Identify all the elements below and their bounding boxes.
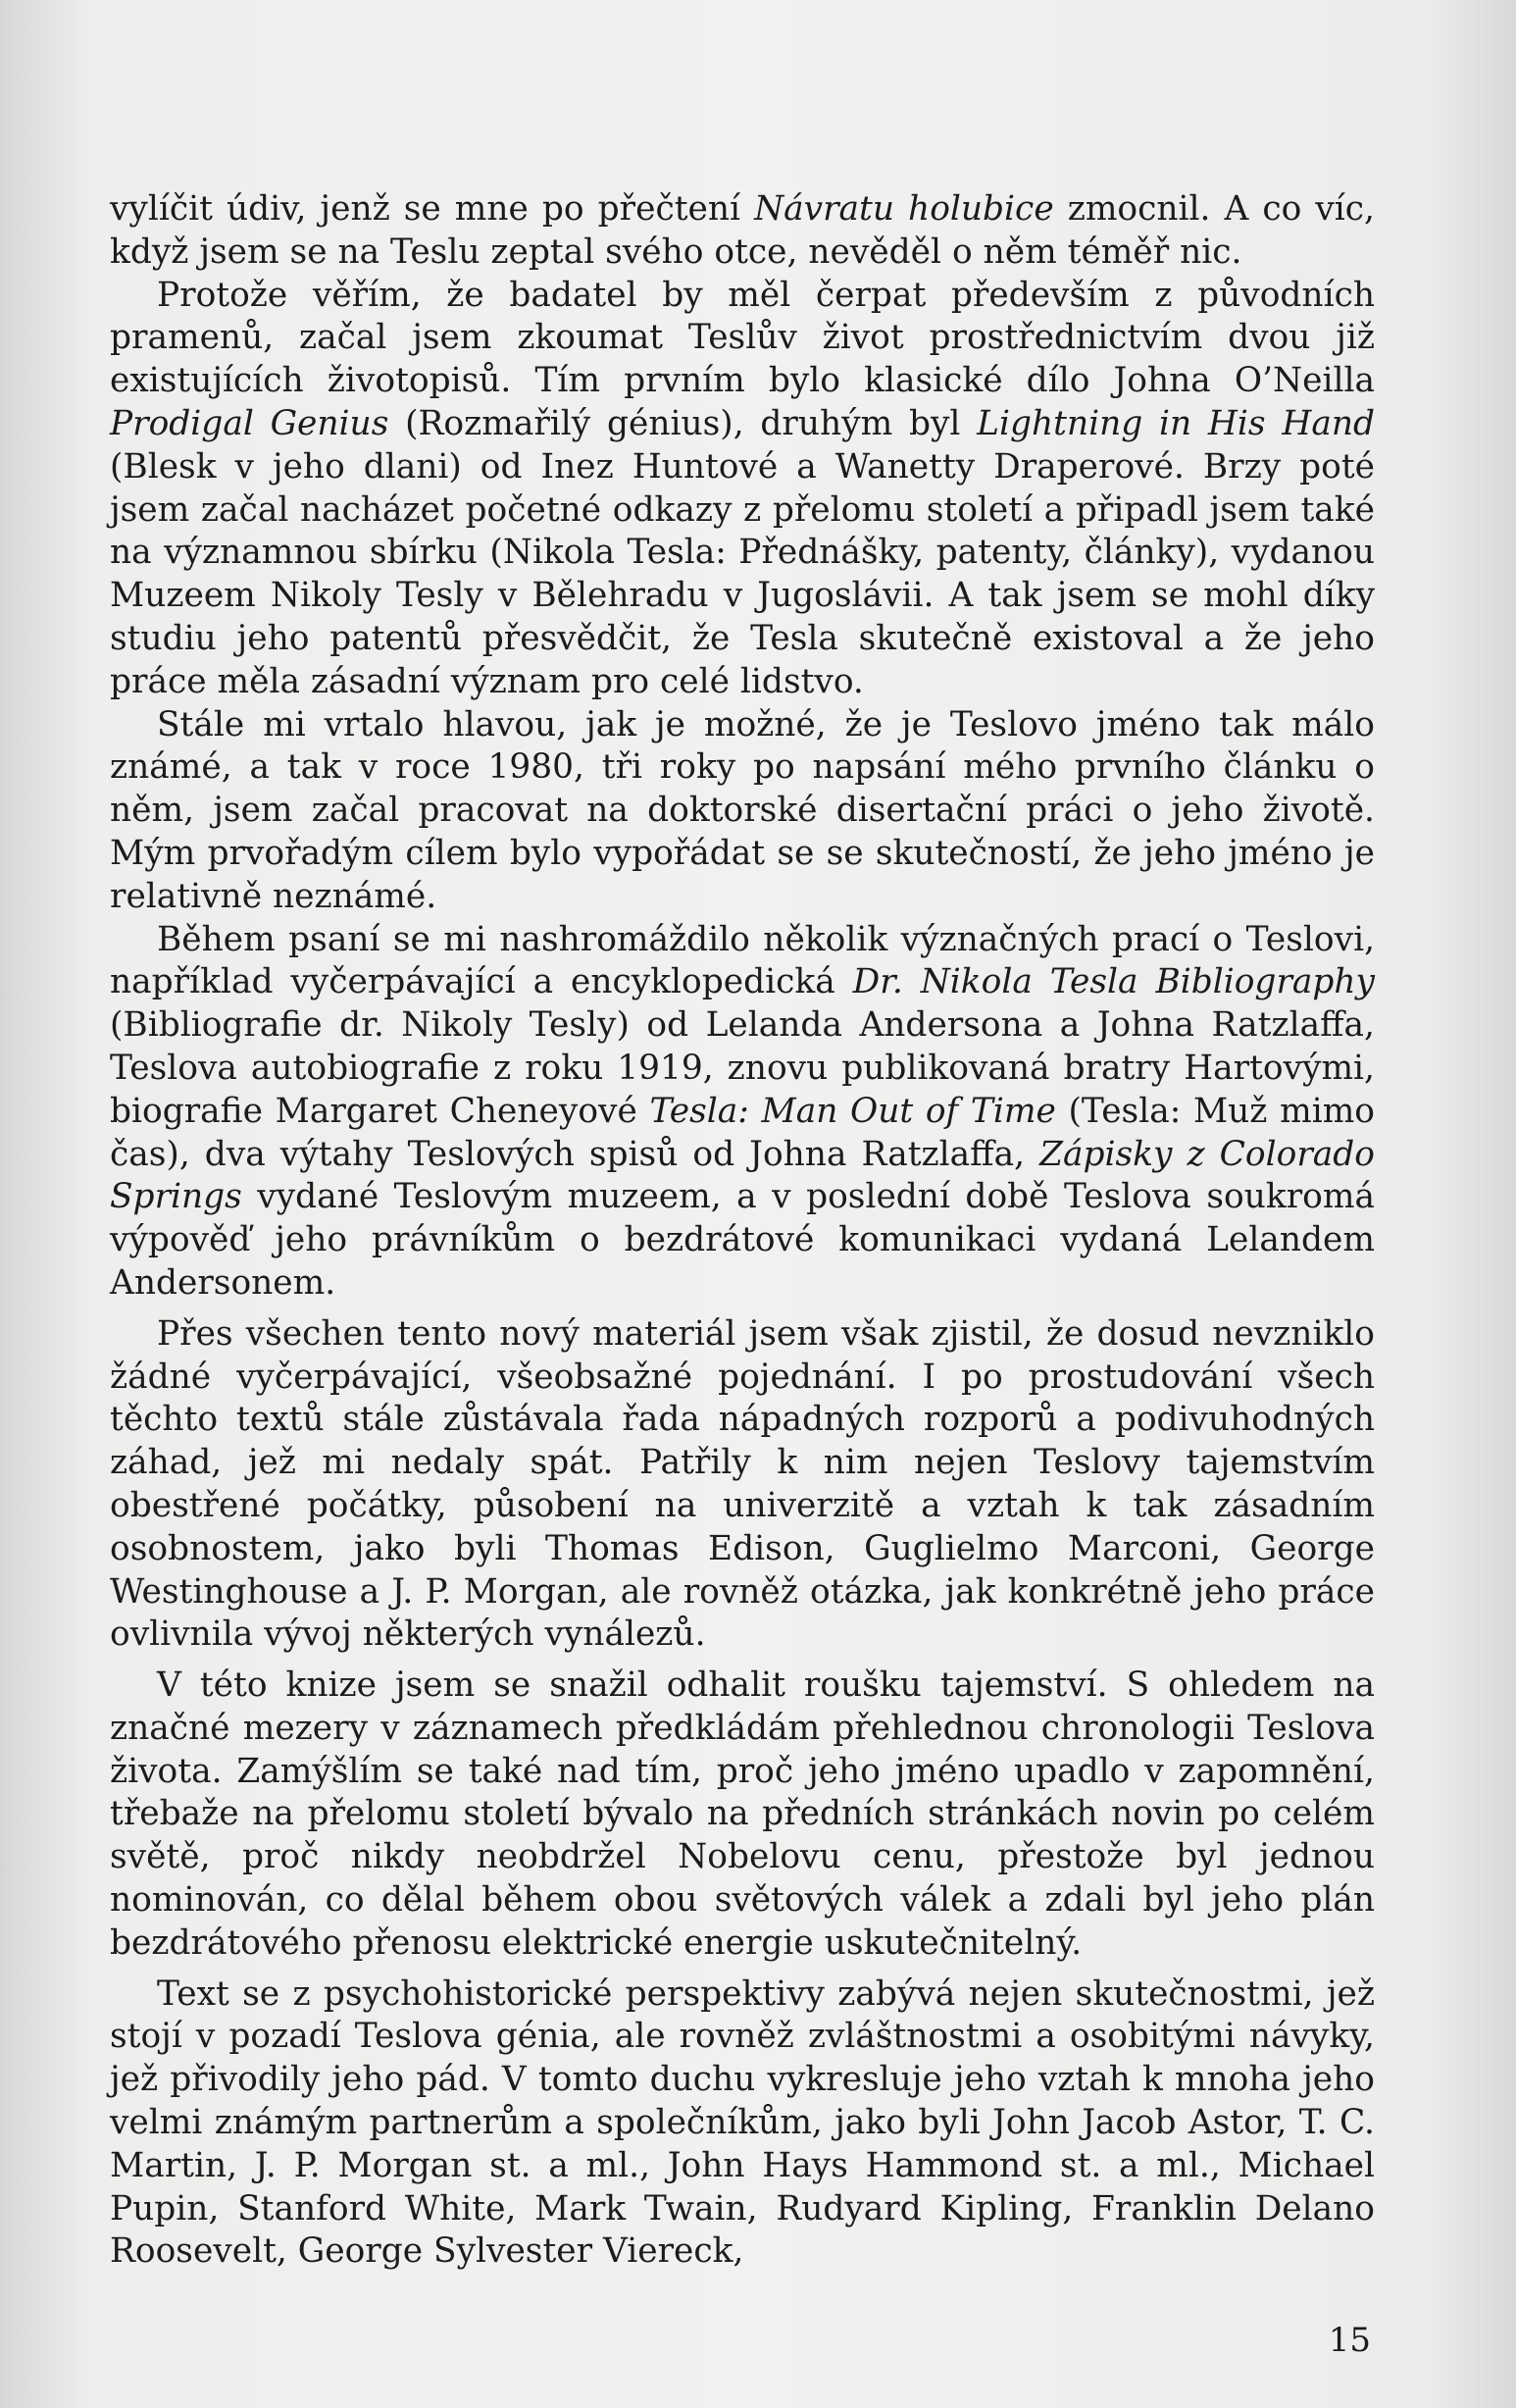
italic-title: Zápisky z Colorado Springs <box>110 1134 1375 1217</box>
paragraph-2 <box>110 275 1375 704</box>
text-run: (Rozmařilý génius), druhým byl <box>388 403 978 443</box>
paragraph-3 <box>110 704 1375 919</box>
body-text <box>110 188 1375 2274</box>
text-run: Během psaní se mi nashromáždilo několik význačných prací o Teslovi, například vyčerpávající a encyklopedická <box>110 919 1375 1002</box>
text-run: vylíčit údiv, jenž se mne po přečtení <box>110 189 755 229</box>
text-run: Přes všechen tento nový materiál jsem však zjistil, že dosud nevzniklo žádné vyčerpávající, všeobsažné pojednání. I po prostudování všech těchto textů stále zůstávala řada nápadných rozporů a podivuhodných záhad, jež mi nedaly spát. Patřily k nim nejen Teslovy tajemstvím obestřené počátky, působení na univerzitě a vztah k tak zásadním osobnostem, jako byli Thomas Edison, Guglielmo Marconi, George Westinghouse a J. P. Morgan, ale rovněž otázka, jak konkrétně jeho práce ovlivnila vývoj některých vynálezů. <box>110 1313 1375 1655</box>
text-run: V této knize jsem se snažil odhalit roušku tajemství. S ohledem na značné mezery v záznamech předkládám přehlednou chronologii Teslova života. Zamýšlím se také nad tím, proč jeho jméno upadlo v zapomnění, třebaže na přelomu století bývalo na předních stránkách novin po celém světě, proč nikdy neobdržel Nobelovu cenu, přestože byl jednou nominován, co dělal během obou světových válek a zdali byl jeho plán bezdrátového přenosu elektrické energie uskutečnitelný. <box>110 1665 1375 1963</box>
text-run: (Blesk v jeho dlani) od Inez Huntové a Wanetty Draperové. Brzy poté jsem začal nacházet početné odkazy z přelomu století a připadl jsem také na významnou sbírku (Nikola Tesla: Přednášky, patenty, články), vydanou Muzeem Nikoly Tesly v Bělehradu v Jugoslávii. A tak jsem se mohl díky studiu jeho patentů přesvědčit, že Tesla skutečně existoval a že jeho práce měla zásadní význam pro celé lidstvo. <box>110 446 1375 701</box>
page-number: 15 <box>1328 2321 1371 2360</box>
italic-title: Lightning in His Hand <box>977 403 1375 443</box>
text-run: vydané Teslovým muzeem, a v poslední době Teslova soukromá výpověď jeho právníkům o bezdrátové komunikaci vydaná Lelandem Andersonem. <box>110 1177 1375 1303</box>
paragraph-4 <box>110 919 1375 1306</box>
italic-title: Prodigal Genius <box>110 403 389 443</box>
paragraph-6 <box>110 1665 1375 1966</box>
italic-title: Dr. Nikola Tesla Bibliography <box>852 962 1375 1002</box>
text-run: Text se z psychohistorické perspektivy zabývá nejen skutečnostmi, jež stojí v pozadí Teslova génia, ale rovněž zvláštnostmi a osobitými návyky, jež přivodily jeho pád. V tomto duchu vykresluje jeho vztah k mnoha jeho velmi známým partnerům a společníkům, jako byli John Jacob Astor, T. C. Martin, J. P. Morgan st. a ml., John Hays Hammond st. a ml., Michael Pupin, Stanford White, Mark Twain, Rudyard Kipling, Franklin Delano Roosevelt, George Sylvester Viereck, <box>110 1973 1375 2272</box>
italic-title: Návratu holubice <box>754 189 1054 229</box>
text-run: (Tesla: Muž mimo čas), dva výtahy Teslových spisů od Johna Ratzlaffa, <box>110 1091 1376 1174</box>
italic-title: Tesla: Man Out of Time <box>649 1091 1056 1131</box>
text-run: zmocnil. A co víc, když jsem se na Teslu zeptal svého otce, nevěděl o něm téměř nic. <box>110 189 1375 272</box>
paragraph-1 <box>110 188 1375 275</box>
paragraph-5 <box>110 1313 1375 1657</box>
text-run: Stále mi vrtalo hlavou, jak je možné, že je Teslovo jméno tak málo známé, a tak v roce 1980, tři roky po napsání mého prvního článku o něm, jsem začal pracovat na doktorské disertační práci o jeho životě. Mým prvořadým cílem bylo vypořádat se se skutečností, že jeho jméno je relativně neznámé. <box>110 704 1375 916</box>
text-run: Protože věřím, že badatel by měl čerpat především z původních pramenů, začal jsem zkoumat Teslův život prostřednictvím dvou již existujících životopisů. Tím prvním bylo klasické dílo Johna O’Neilla <box>110 275 1375 401</box>
paragraph-7 <box>110 1973 1375 2275</box>
text-run: (Bibliografie dr. Nikoly Tesly) od Lelanda Andersona a Johna Ratzlaffa, Teslova autobiografie z roku 1919, znovu publikovaná bratry Hartovými, biografie Margaret Cheneyové <box>110 1005 1375 1131</box>
